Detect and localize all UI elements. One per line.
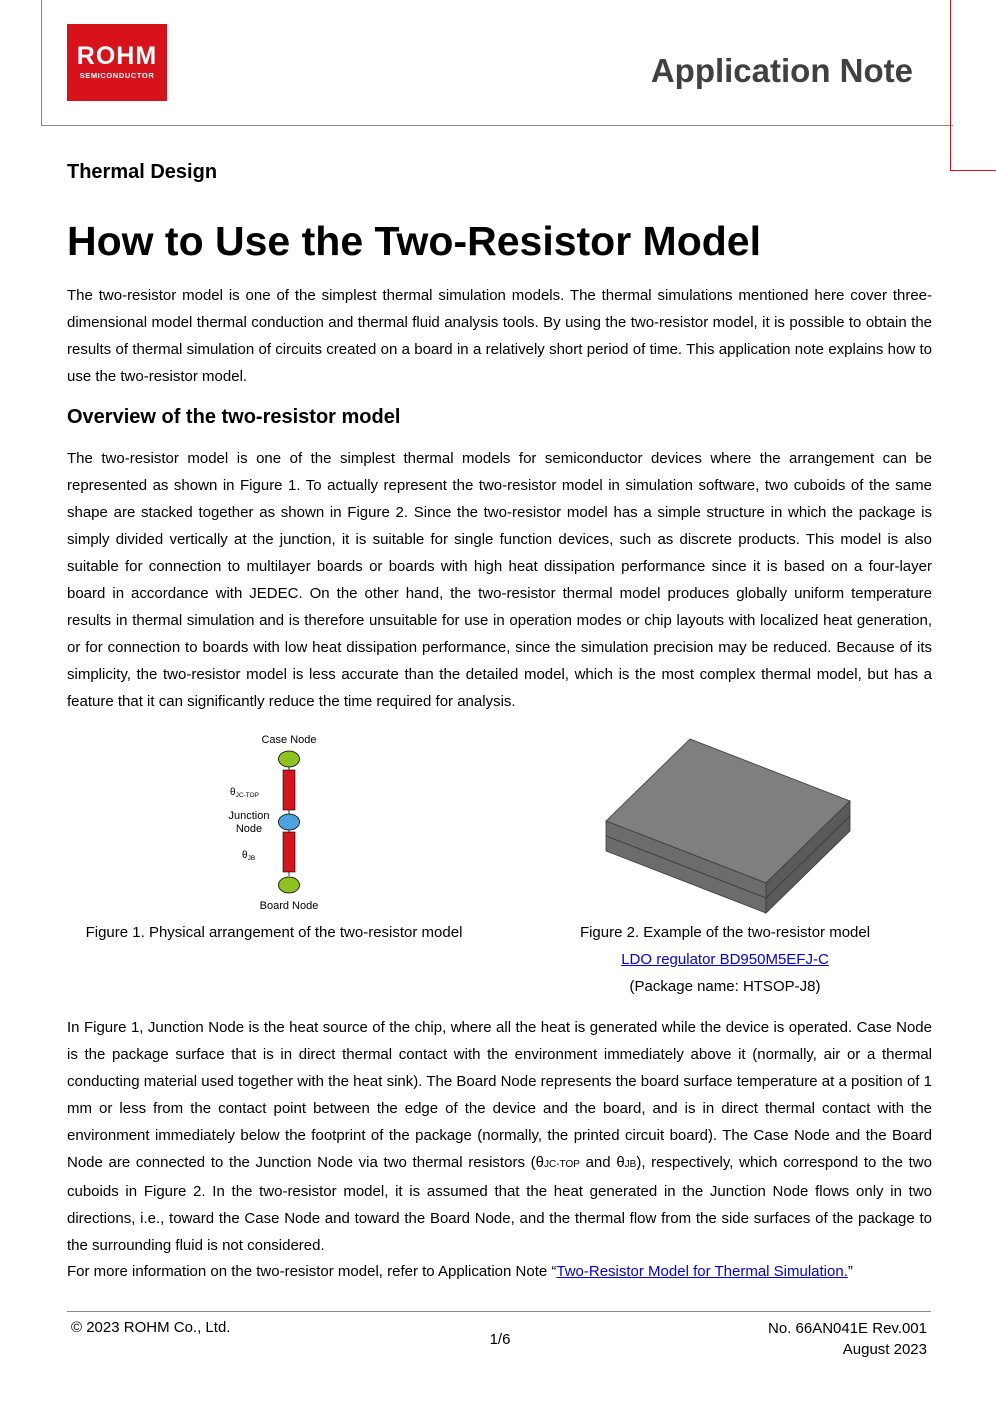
- section-label: Thermal Design: [67, 161, 218, 183]
- footer-divider: [67, 1311, 931, 1312]
- overview-paragraph: The two-resistor model is one of the simplest thermal models for semiconductor devices where the arrangement can be represented as shown in Figure 1. To actually represent the two-resistor model in simulation software, two cuboids of the same shape are stacked together as shown in Figure 2. Since the two-resistor model has a simple structure in which the package is simply divided vertically at the junction, it is suitable for single function devices, such as discrete products. This model is also suitable for connection to multilayer boards or boards with high heat dissipation performance since it is based on a four-layer board in accordance with JEDEC. On the other hand, the two-resistor thermal model produces globally uniform temperature results in thermal simulation and is therefore unsuitable for use in operation modes or chip layouts with localized heat generation, or for connection to boards with low heat dissipation performance, since the simulation precision may be reduced. Because of its simplicity, the two-resistor model is less accurate than the detailed model, which is the most complex thermal model, but has a feature that it can significantly reduce the time required for analysis.: [67, 450, 932, 710]
- footer-doc-number: No. 66AN041E Rev.001: [768, 1320, 927, 1337]
- red-corner-line-horizontal: [950, 170, 996, 171]
- junction-node-label-1: Junction: [228, 810, 270, 822]
- board-node-label: Board Node: [259, 900, 319, 912]
- footer-copyright: © 2023 ROHM Co., Ltd.: [71, 1319, 231, 1336]
- figure2-package-name: (Package name: HTSOP-J8): [629, 978, 821, 995]
- red-corner-line-vertical: [950, 0, 951, 171]
- overview-heading: Overview of the two-resistor model: [67, 406, 401, 428]
- footer-date: August 2023: [842, 1341, 927, 1358]
- header-frame-left: [41, 0, 42, 126]
- rohm-logo: [67, 24, 167, 101]
- case-node-circle: [279, 751, 300, 767]
- junction-node-circle: [279, 814, 300, 830]
- figure2-caption: Figure 2. Example of the two-resistor model: [579, 924, 871, 941]
- figure2-link-line: [537, 946, 913, 973]
- description-paragraph: In Figure 1, Junction Node is the heat source of the chip, where all the heat is generated while the device is operated. Case Node is the package surface that is in direct thermal contact with the environment immediately above it (normally, air or a thermal conducting material used together with the heat sink). The Board Node represents the board surface temperature at a position of 1 mm or less from the contact point between the edge of the device and the board, and is in direct thermal contact with the environment immediately below the footprint of the package (normally, the printed circuit board). The Case Node and the Board Node are connected to the Junction Node via two thermal resistors (θJC-TOP and θJB), respectively, which correspond to the two cuboids in Figure 2. In the two-resistor model, it is assumed that the heat generated in the Junction Node flows only in two directions, i.e., toward the Case Node and toward the Board Node, and the thermal flow from the side surfaces of the package to the surrounding fluid is not considered.: [67, 1019, 932, 1254]
- doc-type-title: Application Note: [650, 52, 913, 89]
- more-info-paragraph: For more information on the two-resistor model, refer to Application Note “Two-Resistor Model for Thermal Simulation.”: [67, 1263, 853, 1280]
- header-frame-bottom: [41, 125, 953, 126]
- figure2-package-model: [600, 735, 860, 917]
- footer-page-number: 1/6: [489, 1331, 511, 1348]
- figure1-diagram: [220, 728, 350, 918]
- case-node-label: Case Node: [261, 734, 317, 746]
- resistor-jb: [283, 832, 295, 872]
- intro-paragraph: The two-resistor model is one of the simplest thermal simulation models. The thermal simulations mentioned here cover three-dimensional model thermal conduction and thermal fluid analysis tools. By using the two-resistor model, it is possible to obtain the results of thermal simulation of circuits created on a board in a relatively short period of time. This application note explains how to use the two-resistor model.: [67, 287, 932, 385]
- theta-jc-top-label: $\theta_{JC-TOP}$: [230, 787, 259, 799]
- page-title: How to Use the Two-Resistor Model: [67, 218, 761, 264]
- two-resistor-appnote-link[interactable]: Two-Resistor Model for Thermal Simulation.: [556, 1263, 848, 1280]
- logo-brand: ROHM: [76, 42, 158, 70]
- resistor-jc-top: [283, 770, 295, 810]
- theta-jb-label: $\theta_{JB}$: [242, 850, 256, 862]
- logo-sub: SEMICONDUCTOR: [79, 71, 155, 80]
- ldo-regulator-link[interactable]: LDO regulator BD950M5EFJ-C: [621, 951, 829, 968]
- figure1-caption: Figure 1. Physical arrangement of the two-resistor model: [85, 924, 463, 941]
- board-node-circle: [279, 877, 300, 893]
- junction-node-label-2: Node: [235, 823, 263, 835]
